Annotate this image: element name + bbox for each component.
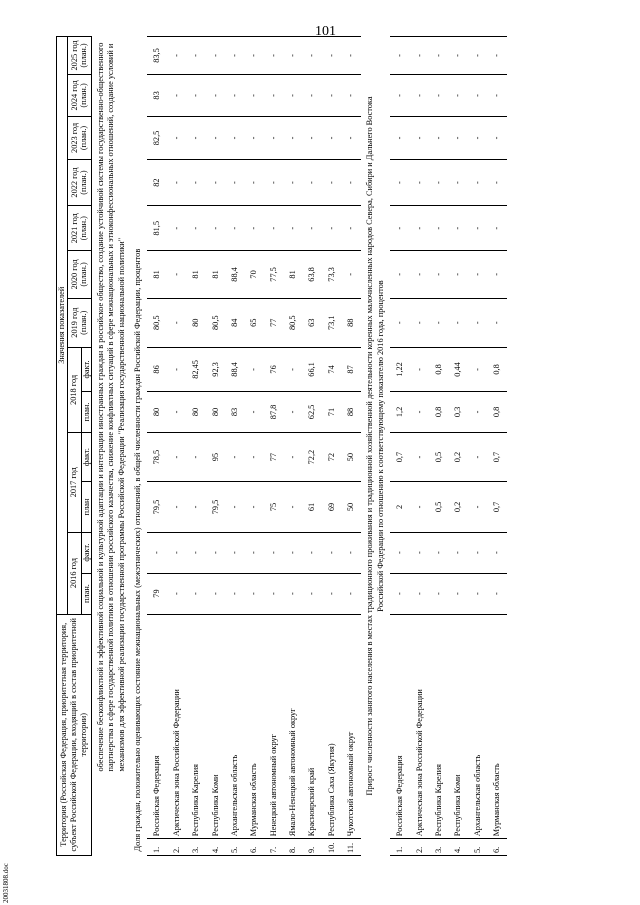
territory-column-header: Территория (Российская Федерация, приоритетная территория, субъект Российской Федерации, входящий в состав приоритетной территории) [57, 614, 92, 855]
indicator-value: 83 [225, 391, 244, 432]
indicator-value: 79,5 [147, 482, 166, 532]
indicator-value: - [186, 532, 205, 573]
indicator-value: 65 [244, 298, 263, 347]
indicator-value: 77 [264, 432, 283, 481]
subheader-2017-plan: план [81, 482, 92, 532]
indicator-value: 0,8 [487, 391, 506, 432]
indicator-value: - [410, 347, 429, 391]
indicator-value: - [410, 74, 429, 116]
indicator-value: 63 [303, 298, 322, 347]
indicator-value: - [283, 37, 302, 75]
indicator-value: - [410, 159, 429, 205]
indicator-value: - [147, 532, 166, 573]
indicator-value: - [303, 37, 322, 75]
indicator-value: - [225, 532, 244, 573]
indicator-value: 50 [341, 482, 360, 532]
indicator-value: 75 [264, 482, 283, 532]
indicator-value: - [283, 532, 302, 573]
year-header-2018: 2018 год [67, 347, 81, 432]
indicator-value: - [186, 432, 205, 481]
indicator-value: - [410, 298, 429, 347]
section1-row [322, 37, 341, 856]
indicator-value: - [341, 159, 360, 205]
row-number: 5. [468, 839, 487, 856]
indicator-value: 62,5 [303, 391, 322, 432]
year-header-2025: 2025 год (план.) [67, 37, 92, 75]
indicator-value: - [390, 74, 409, 116]
territory-name: Ненецкий автономный округ [264, 614, 283, 839]
indicator-value: - [410, 432, 429, 481]
indicator-value: - [167, 298, 186, 347]
indicator-value: - [264, 159, 283, 205]
indicator-value: - [468, 74, 487, 116]
row-number: 1. [147, 839, 166, 856]
indicator-value: - [167, 391, 186, 432]
indicator-value: - [448, 74, 467, 116]
year-header-2017: 2017 год [67, 432, 81, 532]
indicator-value: - [410, 37, 429, 75]
indicator-value: - [487, 116, 506, 159]
indicator-value: - [244, 573, 263, 614]
indicator-value: - [429, 37, 448, 75]
indicator-value: - [410, 251, 429, 298]
indicator-value: - [283, 391, 302, 432]
indicator-value: 81 [206, 251, 225, 298]
indicator-value: 82,45 [186, 347, 205, 391]
indicator-value: - [283, 573, 302, 614]
indicator-value: - [390, 298, 409, 347]
indicator-value: 83,5 [147, 37, 166, 75]
indicator-value: 71 [322, 391, 341, 432]
indicator-value: - [390, 532, 409, 573]
indicator-value: 0,2 [448, 482, 467, 532]
indicator-value: - [448, 37, 467, 75]
section1-row [206, 37, 225, 856]
indicator-value: - [341, 116, 360, 159]
indicator-value: - [186, 573, 205, 614]
indicator-value: - [186, 206, 205, 251]
indicator-value: 84 [225, 298, 244, 347]
territory-name: Чукотский автономный округ [341, 614, 360, 839]
section2-row [487, 37, 506, 856]
program-goal-text: обеспечение бесконфликтной и эффективной социальной и культурной адаптации и интеграции иностранных граждан в российское общество, создание устойчивой системы государственно-общественного партнерства в сфере государственной политики в отношении российского казачества, снижение конфликтных ситуаций в сфере межнациональных и этноконфессиональных отношений, создание условий и механизмов для эффективной реализации государственной программы Российской Федерации "Реализация государственной национальной политики" [96, 42, 126, 772]
indicator-value: - [429, 251, 448, 298]
indicator-value: - [468, 206, 487, 251]
row-number: 11. [341, 839, 360, 856]
indicator-value: 80 [206, 391, 225, 432]
indicator-value: - [322, 206, 341, 251]
indicator-value: 0,7 [487, 482, 506, 532]
indicator-value: - [303, 116, 322, 159]
indicator-value: - [283, 206, 302, 251]
territory-name: Арктическая зона Российской Федерации [167, 614, 186, 839]
indicator-value: - [341, 37, 360, 75]
indicator-value: 88 [341, 298, 360, 347]
indicator-value: - [410, 116, 429, 159]
indicator-value: 80,5 [283, 298, 302, 347]
indicator-value: - [167, 116, 186, 159]
row-number: 5. [225, 839, 244, 856]
indicator-value: 80,5 [206, 298, 225, 347]
indicator-value: - [429, 532, 448, 573]
indicator-value: - [206, 159, 225, 205]
indicator-value: 79,5 [206, 482, 225, 532]
indicator-value: - [167, 347, 186, 391]
page-number: 101 [315, 24, 336, 39]
indicator-value: - [448, 159, 467, 205]
indicator-value: 81 [186, 251, 205, 298]
indicator-value: - [303, 532, 322, 573]
indicator-value: 73,3 [322, 251, 341, 298]
indicator-value: 80 [186, 298, 205, 347]
indicator-value: - [186, 37, 205, 75]
territory-name: Российская Федерация [147, 614, 166, 839]
indicator-value: - [167, 573, 186, 614]
row-number: 8. [283, 839, 302, 856]
indicator-value: - [410, 206, 429, 251]
indicator-value: - [244, 116, 263, 159]
indicator-value: 70 [244, 251, 263, 298]
year-header-2022: 2022 год (план.) [67, 159, 92, 205]
indicator-value: - [206, 573, 225, 614]
indicator-value: - [283, 116, 302, 159]
indicator-value: 80 [147, 391, 166, 432]
indicator-value: - [225, 159, 244, 205]
indicator-value: - [283, 74, 302, 116]
indicator-value: 0,7 [487, 432, 506, 481]
indicator-value: - [167, 206, 186, 251]
indicator-value: - [283, 159, 302, 205]
indicator-value: 81 [283, 251, 302, 298]
indicator-value: 81,5 [147, 206, 166, 251]
indicator-value: - [429, 159, 448, 205]
indicator-value: - [303, 206, 322, 251]
indicator-value: 63,8 [303, 251, 322, 298]
indicator-value: 86 [147, 347, 166, 391]
row-number: 7. [264, 839, 283, 856]
indicator-value: - [448, 251, 467, 298]
indicator-value: 73,1 [322, 298, 341, 347]
indicator-value: 87,8 [264, 391, 283, 432]
row-number: 6. [244, 839, 263, 856]
indicator-value: 0,8 [429, 391, 448, 432]
indicators-table [56, 36, 507, 856]
indicator-value: 69 [322, 482, 341, 532]
indicator-value: 74 [322, 347, 341, 391]
indicator-value: 72 [322, 432, 341, 481]
indicator-value: - [264, 74, 283, 116]
indicator-value: - [341, 74, 360, 116]
indicator-value: - [341, 532, 360, 573]
indicator-value: - [487, 573, 506, 614]
indicator-value: - [468, 391, 487, 432]
indicator-value: - [487, 532, 506, 573]
indicator-value: - [322, 74, 341, 116]
indicator-value: - [264, 116, 283, 159]
indicator-value: 0,5 [429, 482, 448, 532]
indicator-value: 0,5 [429, 432, 448, 481]
indicator-value: - [468, 432, 487, 481]
year-header-2021: 2021 год (план.) [67, 206, 92, 251]
row-number: 4. [206, 839, 225, 856]
indicator-value: - [225, 37, 244, 75]
indicator-value: - [448, 532, 467, 573]
territory-name: Мурманская область [487, 614, 506, 839]
indicator-value: - [167, 251, 186, 298]
indicator-value: 77,5 [264, 251, 283, 298]
indicator-value: - [264, 573, 283, 614]
indicator-value: - [410, 482, 429, 532]
section1-row [225, 37, 244, 856]
indicator-value: 80 [186, 391, 205, 432]
indicator-value: - [410, 532, 429, 573]
row-number: 3. [186, 839, 205, 856]
section1-row [186, 37, 205, 856]
row-number: 2. [167, 839, 186, 856]
indicator-value: - [487, 159, 506, 205]
indicator-value: 0,8 [429, 347, 448, 391]
indicator-value: 66,1 [303, 347, 322, 391]
row-number: 10. [322, 839, 341, 856]
indicator-value: - [468, 573, 487, 614]
section1-row [244, 37, 263, 856]
indicator-value: - [244, 432, 263, 481]
territory-name: Арктическая зона Российской Федерации [410, 614, 429, 839]
section2-row [468, 37, 487, 856]
indicator-value: - [225, 573, 244, 614]
indicator-value: - [448, 573, 467, 614]
indicator-value: - [410, 573, 429, 614]
document-id: 20031808.doc [2, 863, 10, 903]
indicator-value: - [225, 206, 244, 251]
subheader-2018-plan: план. [81, 391, 92, 432]
indicator-value: - [244, 532, 263, 573]
indicator-value: - [244, 391, 263, 432]
row-number: 1. [390, 839, 409, 856]
section2-row [448, 37, 467, 856]
subheader-2018-fact: факт. [81, 347, 92, 391]
table-body [92, 37, 507, 856]
indicator-value: 1,22 [390, 347, 409, 391]
indicator-value: - [390, 206, 409, 251]
indicator-value: - [468, 159, 487, 205]
indicator-value: 81 [147, 251, 166, 298]
indicator-value: - [390, 573, 409, 614]
section1-row [283, 37, 302, 856]
indicator-value: - [390, 116, 409, 159]
row-number: 3. [429, 839, 448, 856]
year-header-2023: 2023 год (план.) [67, 116, 92, 159]
rotated-table-container [56, 36, 596, 856]
territory-name: Республика Коми [448, 614, 467, 839]
indicator-value: - [167, 432, 186, 481]
territory-name: Мурманская область [244, 614, 263, 839]
indicator-value: - [206, 116, 225, 159]
section-1-title: Доля граждан, положительно оценивающих состояние межнациональных (межэтнических) отношений, в общей численности граждан Российской Федерации, процентов [132, 248, 142, 852]
indicator-value: - [303, 573, 322, 614]
indicator-value: - [468, 37, 487, 75]
indicator-value: - [322, 116, 341, 159]
indicator-value: - [487, 298, 506, 347]
indicator-value: - [468, 116, 487, 159]
subheader-2016-plan: план. [81, 573, 92, 614]
indicator-value: - [244, 482, 263, 532]
section2-row [410, 37, 429, 856]
indicator-value: - [283, 482, 302, 532]
year-header-2019: 2019 год (план.) [67, 298, 92, 347]
row-number: 4. [448, 839, 467, 856]
indicator-value: - [225, 74, 244, 116]
section1-row [147, 37, 166, 856]
indicator-value: - [186, 159, 205, 205]
indicator-value: 88,4 [225, 347, 244, 391]
indicator-value: 0,8 [487, 347, 506, 391]
indicator-value: - [264, 532, 283, 573]
territory-name: Архангельская область [225, 614, 244, 839]
indicator-value: - [429, 573, 448, 614]
indicator-value: - [167, 37, 186, 75]
indicator-value: - [322, 159, 341, 205]
indicator-value: - [410, 391, 429, 432]
indicator-value: - [244, 37, 263, 75]
row-number: 9. [303, 839, 322, 856]
indicator-value: - [206, 74, 225, 116]
indicator-value: - [186, 482, 205, 532]
indicator-value: - [167, 482, 186, 532]
territory-name: Архангельская область [468, 614, 487, 839]
indicator-value: - [283, 347, 302, 391]
section1-row [341, 37, 360, 856]
indicator-value: 0,7 [390, 432, 409, 481]
indicator-value: - [244, 347, 263, 391]
indicator-value: - [244, 74, 263, 116]
territory-name: Ямало-Ненецкий автономный округ [283, 614, 302, 839]
indicator-values-header: Значения показателей [57, 37, 68, 615]
indicator-value: - [303, 159, 322, 205]
indicator-value: 0,44 [448, 347, 467, 391]
indicator-value: - [225, 432, 244, 481]
indicator-value: - [167, 159, 186, 205]
indicator-value: - [390, 251, 409, 298]
indicator-value: 2 [390, 482, 409, 532]
territory-name: Российская Федерация [390, 614, 409, 839]
indicator-value: - [322, 37, 341, 75]
indicator-value: - [429, 298, 448, 347]
indicator-value: - [206, 206, 225, 251]
indicator-value: 92,3 [206, 347, 225, 391]
indicator-value: - [206, 37, 225, 75]
indicator-value: - [487, 37, 506, 75]
year-header-2020: 2020 год (план.) [67, 251, 92, 298]
indicator-value: - [487, 206, 506, 251]
indicator-value: - [244, 159, 263, 205]
indicator-value: - [264, 206, 283, 251]
indicator-value: - [322, 532, 341, 573]
section2-row [390, 37, 409, 856]
indicator-value: - [468, 347, 487, 391]
indicator-value: - [186, 74, 205, 116]
territory-name: Красноярский край [303, 614, 322, 839]
indicator-value: 87 [341, 347, 360, 391]
indicator-value: 82 [147, 159, 166, 205]
indicator-value: - [225, 116, 244, 159]
territory-name: Республика Карелия [186, 614, 205, 839]
indicator-value: - [448, 116, 467, 159]
indicator-value: - [448, 298, 467, 347]
indicator-value: - [390, 37, 409, 75]
indicator-value: - [225, 482, 244, 532]
indicator-value: - [448, 206, 467, 251]
indicator-value: - [487, 74, 506, 116]
indicator-value: 80,5 [147, 298, 166, 347]
subheader-2016-fact: факт. [81, 532, 92, 573]
indicator-value: - [487, 251, 506, 298]
indicator-value: 0,3 [448, 391, 467, 432]
indicator-value: - [341, 573, 360, 614]
indicator-value: - [429, 116, 448, 159]
indicator-value: - [468, 251, 487, 298]
indicator-value: - [341, 251, 360, 298]
section-2-title: Прирост численности занятого населения в местах традиционного проживания и традиционной хозяйственной деятельности коренных малочисленных народов Севера, Сибири и Дальнего Востока Российской Федерации по отношению к соответствующему показателю 2016 года, процентов [364, 96, 385, 796]
indicator-value: 77 [264, 298, 283, 347]
indicator-value: 0,2 [448, 432, 467, 481]
indicator-value: - [264, 37, 283, 75]
table-header [57, 37, 92, 856]
indicator-value: 88 [341, 391, 360, 432]
indicator-value: 83 [147, 74, 166, 116]
indicator-value: - [167, 74, 186, 116]
indicator-value: - [429, 74, 448, 116]
indicator-value: - [429, 206, 448, 251]
territory-name: Республика Коми [206, 614, 225, 839]
indicator-value: - [468, 482, 487, 532]
indicator-value: 95 [206, 432, 225, 481]
indicator-value: - [468, 532, 487, 573]
territory-name: Республика Саха (Якутия) [322, 614, 341, 839]
indicator-value: 79 [147, 573, 166, 614]
indicator-value: - [468, 298, 487, 347]
row-number: 2. [410, 839, 429, 856]
indicator-value: 61 [303, 482, 322, 532]
indicator-value: 72,2 [303, 432, 322, 481]
indicator-value: 76 [264, 347, 283, 391]
indicator-value: 88,4 [225, 251, 244, 298]
indicator-value: - [283, 432, 302, 481]
indicator-value: - [206, 532, 225, 573]
section1-row [264, 37, 283, 856]
indicator-value: - [322, 573, 341, 614]
territory-name: Республика Карелия [429, 614, 448, 839]
indicator-value: - [244, 206, 263, 251]
section1-row [167, 37, 186, 856]
indicator-value: 82,5 [147, 116, 166, 159]
indicator-value: - [390, 159, 409, 205]
section1-row [303, 37, 322, 856]
indicator-value: 78,5 [147, 432, 166, 481]
section2-row [429, 37, 448, 856]
subheader-2017-fact: факт. [81, 432, 92, 481]
indicator-value: - [303, 74, 322, 116]
year-header-2016: 2016 год [67, 532, 81, 614]
indicator-value: 50 [341, 432, 360, 481]
indicator-value: 1,2 [390, 391, 409, 432]
indicator-value: - [341, 206, 360, 251]
indicator-value: - [167, 532, 186, 573]
year-header-2024: 2024 год (план.) [67, 74, 92, 116]
indicator-value: - [186, 116, 205, 159]
row-number: 6. [487, 839, 506, 856]
